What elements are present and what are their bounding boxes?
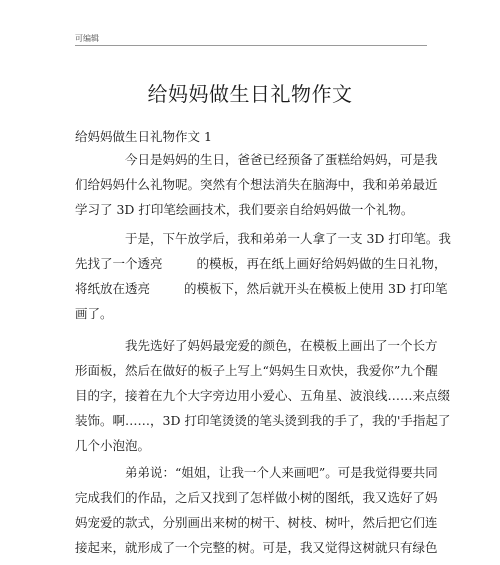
paragraph-line: 今日是妈妈的生日，爸爸已经预备了蛋糕给妈妈，可是我	[125, 152, 438, 167]
paragraph-line: 形面板，然后在做好的板子上写上“妈妈生日欢快，我爱你”九个醒	[75, 363, 438, 378]
paragraph-line-segment: 的模板下，然后就开头在模板上使用 3D 打印笔	[184, 281, 448, 296]
paragraph-line: 弟弟说：“姐姐，让我一个人来画吧”。可是我觉得要共同	[125, 465, 438, 480]
paragraph-line: 装饰。啊……，3D 打印笔烫烫的笔头烫到我的手了，我的'手指起了	[75, 413, 451, 428]
paragraph-2	[75, 226, 451, 326]
paragraph-1	[75, 147, 438, 222]
paragraph-3	[75, 333, 451, 458]
page-header-label: 可编辑	[75, 34, 99, 43]
paragraph-line: 完成我们的作品，之后又找到了怎样做小树的图纸，我又选好了妈	[75, 490, 438, 505]
paragraph-line: 几个小泡泡。	[75, 438, 151, 453]
paragraph-line: 于是，下午放学后，我和弟弟一人拿了一支 3D 打印笔。我	[125, 231, 451, 246]
paragraph-line-segment: 将纸放在透亮	[75, 281, 151, 296]
paragraph-line: 画了。	[75, 306, 113, 321]
paragraph-line	[75, 276, 448, 301]
paragraph-line: 妈宠爱的款式，分别画出来树的树干、树枝、树叶，然后把它们连	[75, 515, 438, 530]
paragraph-line	[75, 251, 447, 276]
section-subtitle: 给妈妈做生日礼物作文 1	[75, 129, 212, 144]
document-title: 给妈妈做生日礼物作文	[147, 82, 353, 106]
paragraph-line: 目的字，接着在九个大字旁边用小爱心、五角星、波浪线……来点缀	[75, 388, 451, 403]
paragraph-line: 们给妈妈什么礼物呢。突然有个想法消失在脑海中，我和弟弟最近	[75, 177, 438, 192]
paragraph-line-segment: 的模板，再在纸上画好给妈妈做的生日礼物，	[196, 256, 447, 271]
header-divider	[75, 45, 427, 46]
paragraph-line: 我先选好了妈妈最宠爱的颜色，在模板上画出了一个长方	[125, 338, 438, 353]
paragraph-4	[75, 460, 438, 560]
paragraph-line-segment: 先找了一个透亮	[75, 256, 163, 271]
paragraph-line: 学习了 3D 打印笔绘画技术，我们要亲自给妈妈做一个礼物。	[75, 202, 414, 217]
paragraph-line: 接起来，就形成了一个完整的树。可是，我又觉得这树就只有绿色	[75, 540, 438, 555]
